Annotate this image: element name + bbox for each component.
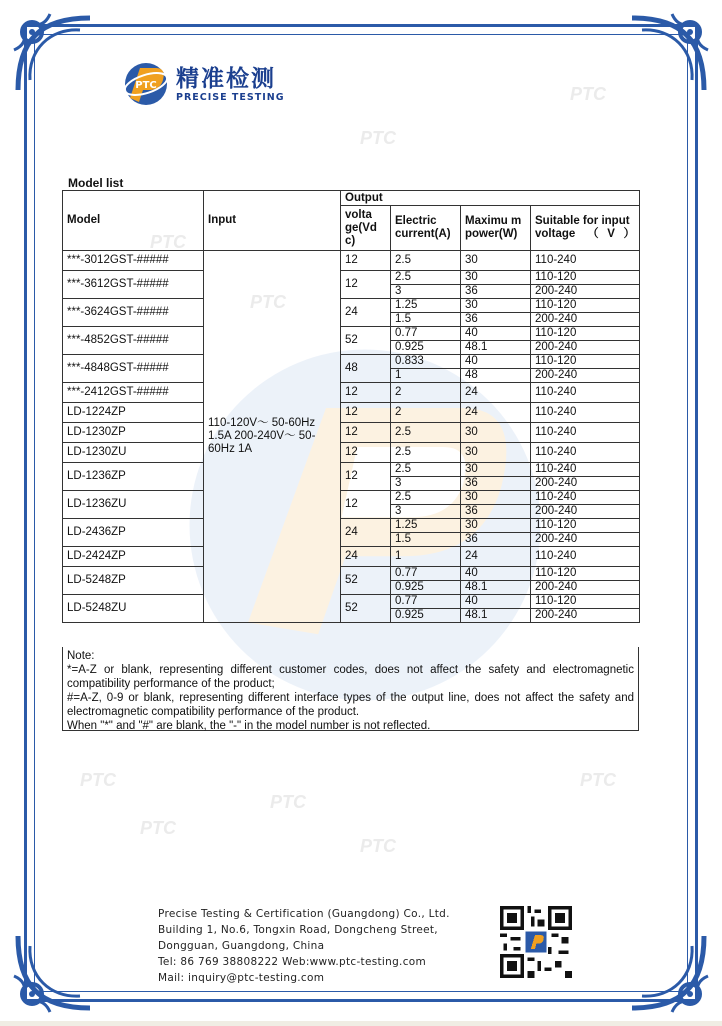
note-interface-code: #=A-Z, 0-9 or blank, representing different interface types of the output line, does not affect the safety and electromagnetic compatibility performance of the product. [67,692,634,718]
model-cell: LD-2424ZP [63,547,204,567]
power-cell: 36 [461,477,531,491]
watermark-text: PTC [250,292,286,312]
voltage-cell: 24 [341,519,391,547]
current-cell: 0.77 [391,327,461,341]
footer-contact [158,906,450,986]
header-input: Input [204,191,341,251]
suitable-voltage-cell: 200-240 [531,477,640,491]
table-row [63,595,640,609]
input-cell: 110-120V～ 50-60Hz 1.5A 200-240V～ 50-60Hz 1A [204,251,341,623]
power-cell: 40 [461,355,531,369]
current-cell: 1.25 [391,519,461,533]
footer-address-2: Dongguan, Guangdong, China [158,940,325,952]
suitable-voltage-cell: 110-120 [531,519,640,533]
power-cell: 48 [461,369,531,383]
current-cell: 2 [391,383,461,403]
voltage-cell: 12 [341,463,391,491]
power-cell: 24 [461,383,531,403]
qr-code-icon [500,906,572,978]
ornament-corner-icon [624,928,712,1016]
model-cell: LD-1230ZP [63,423,204,443]
current-cell: 1 [391,369,461,383]
table-row [63,547,640,567]
current-cell: 2.5 [391,443,461,463]
watermark-text: PTC [580,770,616,790]
current-cell: 0.925 [391,609,461,623]
model-cell: ***-4852GST-##### [63,327,204,355]
voltage-cell: 12 [341,423,391,443]
current-cell: 1 [391,547,461,567]
power-cell: 36 [461,533,531,547]
notes-title: Note: [67,650,95,662]
voltage-cell: 52 [341,595,391,623]
table-row [63,299,640,313]
suitable-voltage-cell: 110-120 [531,595,640,609]
watermark-text: PTC [570,84,606,104]
power-cell: 40 [461,595,531,609]
table-row [63,327,640,341]
current-cell: 0.833 [391,355,461,369]
table-row [63,519,640,533]
power-cell: 48.1 [461,581,531,595]
current-cell: 0.925 [391,341,461,355]
power-cell: 48.1 [461,341,531,355]
ornament-corner-icon [10,928,98,1016]
header-suitable-voltage: Suitable for input voltage （V） [531,206,640,251]
current-cell: 2.5 [391,423,461,443]
watermark-text: PTC [140,818,176,838]
model-cell: LD-5248ZU [63,595,204,623]
footer-contact-line: Tel: 86 769 38808222 Web:www.ptc-testing.com [158,956,427,968]
suitable-voltage-cell: 200-240 [531,369,640,383]
power-cell: 30 [461,519,531,533]
note-blank-rule: When "*" and "#" are blank, the "-" in the model number is not reflected. [67,720,431,732]
power-cell: 36 [461,313,531,327]
current-cell: 0.77 [391,567,461,581]
current-cell: 2.5 [391,491,461,505]
power-cell: 24 [461,403,531,423]
power-cell: 30 [461,443,531,463]
table-row [63,463,640,477]
watermark-text: PTC [360,128,396,148]
current-cell: 3 [391,505,461,519]
suitable-voltage-cell: 110-240 [531,423,640,443]
suitable-voltage-cell: 200-240 [531,313,640,327]
power-cell: 30 [461,251,531,271]
table-row [63,567,640,581]
suitable-voltage-cell: 110-240 [531,403,640,423]
suitable-voltage-cell: 110-240 [531,251,640,271]
suitable-voltage-cell: 200-240 [531,533,640,547]
voltage-cell: 24 [341,547,391,567]
header-current: Electric current(A) [391,206,461,251]
current-cell: 1.5 [391,313,461,327]
voltage-cell: 52 [341,327,391,355]
footer-mail: Mail: inquiry@ptc-testing.com [158,972,325,984]
header-output: Output [341,191,640,206]
current-cell: 2.5 [391,251,461,271]
ornament-corner-icon [624,10,712,98]
suitable-voltage-cell: 200-240 [531,581,640,595]
company-name-en: PRECISE TESTING [176,91,285,103]
model-cell: ***-3624GST-##### [63,299,204,327]
power-cell: 30 [461,423,531,443]
suitable-voltage-cell: 200-240 [531,609,640,623]
watermark-text: PTC [80,770,116,790]
power-cell: 36 [461,285,531,299]
voltage-cell: 12 [341,251,391,271]
current-cell: 0.925 [391,581,461,595]
power-cell: 30 [461,463,531,477]
suitable-voltage-cell: 200-240 [531,505,640,519]
suitable-voltage-cell: 110-240 [531,491,640,505]
voltage-cell: 12 [341,443,391,463]
suitable-voltage-cell: 110-120 [531,567,640,581]
table-row [63,423,640,443]
current-cell: 1.5 [391,533,461,547]
voltage-cell: 24 [341,299,391,327]
power-cell: 40 [461,327,531,341]
power-cell: 48.1 [461,609,531,623]
model-table-body [63,251,640,623]
voltage-cell: 12 [341,491,391,519]
logo-badge-text: PTC [135,80,157,91]
model-cell: LD-5248ZP [63,567,204,595]
voltage-cell: 12 [341,383,391,403]
model-table [62,190,640,623]
current-cell: 0.77 [391,595,461,609]
suitable-voltage-cell: 200-240 [531,285,640,299]
suitable-voltage-cell: 110-240 [531,547,640,567]
model-cell: LD-1224ZP [63,403,204,423]
notes-box [62,647,639,731]
current-cell: 3 [391,285,461,299]
power-cell: 36 [461,505,531,519]
model-cell: ***-2412GST-##### [63,383,204,403]
power-cell: 30 [461,491,531,505]
table-row [63,491,640,505]
company-name-cn: 精准检测 [176,65,276,92]
model-cell: LD-2436ZP [63,519,204,547]
watermark-text: PTC [270,792,306,812]
header-power: Maximu m power(W) [461,206,531,251]
note-customer-code: *=A-Z or blank, representing different customer codes, does not affect the safety and electromagnetic compatibility performance of the product; [67,664,634,690]
footer-address-1: Building 1, No.6, Tongxin Road, Dongcheng Street, [158,924,438,936]
section-title: Model list [68,176,124,190]
voltage-cell: 52 [341,567,391,595]
table-row [63,251,640,271]
model-cell: ***-4848GST-##### [63,355,204,383]
ptc-logo-icon [122,60,170,108]
power-cell: 24 [461,547,531,567]
power-cell: 30 [461,299,531,313]
model-cell: ***-3612GST-##### [63,271,204,299]
header-model: Model [63,191,204,251]
model-cell: LD-1236ZP [63,463,204,491]
table-row [63,403,640,423]
table-row [63,355,640,369]
model-cell: LD-1230ZU [63,443,204,463]
watermark-text: PTC [360,836,396,856]
voltage-cell: 12 [341,271,391,299]
voltage-cell: 12 [341,403,391,423]
model-cell: ***-3012GST-##### [63,251,204,271]
suitable-voltage-cell: 110-120 [531,299,640,313]
suitable-voltage-cell: 110-120 [531,355,640,369]
current-cell: 3 [391,477,461,491]
suitable-voltage-cell: 110-240 [531,463,640,477]
suitable-voltage-cell: 110-120 [531,327,640,341]
page-bottom-strip [0,1021,722,1026]
power-cell: 40 [461,567,531,581]
voltage-cell: 48 [341,355,391,383]
model-cell: LD-1236ZU [63,491,204,519]
suitable-voltage-cell: 200-240 [531,341,640,355]
current-cell: 2.5 [391,463,461,477]
current-cell: 1.25 [391,299,461,313]
table-row [63,271,640,285]
current-cell: 2 [391,403,461,423]
suitable-voltage-cell: 110-120 [531,271,640,285]
footer-company: Precise Testing & Certification (Guangdong) Co., Ltd. [158,908,450,920]
ornament-corner-icon [10,10,98,98]
table-row [63,443,640,463]
table-row [63,383,640,403]
suitable-voltage-cell: 110-240 [531,443,640,463]
current-cell: 2.5 [391,271,461,285]
power-cell: 30 [461,271,531,285]
suitable-voltage-cell: 110-240 [531,383,640,403]
company-logo [122,60,285,108]
watermark-text: PTC [150,232,186,252]
header-voltage: volta ge(Vd c) [341,206,391,251]
